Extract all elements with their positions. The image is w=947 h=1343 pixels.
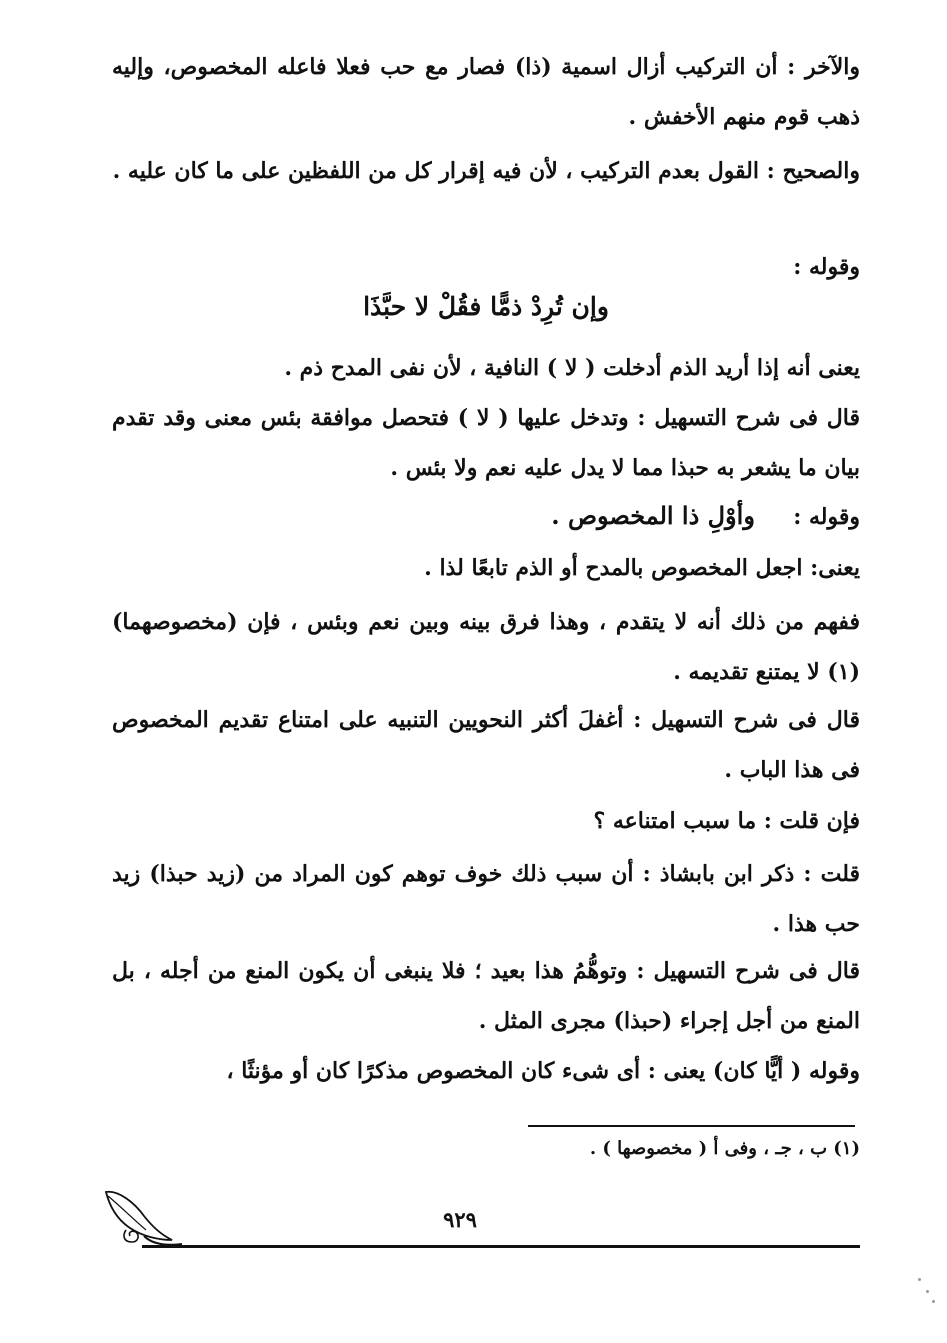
- verse-line-1: وإن تُرِدْ ذمًّا فقُلْ لا حبَّذَا: [363, 292, 609, 321]
- paragraph-3: وقوله :: [793, 254, 860, 280]
- paragraph-6-row: [112, 491, 860, 542]
- quill-ornament-icon: [98, 1186, 188, 1250]
- page-number: ٩٢٩: [443, 1207, 477, 1232]
- verse-line-2: وأوْلِ ذا المخصوص .: [551, 501, 755, 530]
- scan-speck: [932, 1300, 935, 1303]
- footnote-divider: [528, 1125, 855, 1127]
- scan-speck: [918, 1278, 921, 1281]
- paragraph-8: ففهم من ذلك أنه لا يتقدم ، وهذا فرق بينه وبين نعم وبئس ، فإن (مخصوصهما)(١) لا يمتنع تقديمه .: [112, 609, 860, 685]
- scan-speck: [926, 1290, 929, 1293]
- paragraph-13: وقوله ( أيًّا كان) يعنى : أى شىء كان المخصوص مذكرًا كان أو مؤنثًا ،: [226, 1058, 860, 1084]
- paragraph-9: قال فى شرح التسهيل : أغفلَ أكثر النحويين التنبيه على امتناع تقديم المخصوص فى هذا الباب .: [112, 707, 860, 783]
- paragraph-11: قلت : ذكر ابن بابشاذ : أن سبب ذلك خوف توهم كون المراد من (زيد حبذا) زيد حب هذا .: [112, 861, 860, 937]
- paragraph-4: يعنى أنه إذا أريد الذم أدخلت ( لا ) النافية ، لأن نفى المدح ذم .: [284, 355, 860, 381]
- footnote: (١) ب ، جـ ، وفى أ ( مخصوصها ) .: [589, 1138, 860, 1159]
- bottom-rule: [142, 1245, 860, 1248]
- paragraph-12: قال فى شرح التسهيل : وتوهُّمُ هذا بعيد ؛ فلا ينبغى أن يكون المنع من أجله ، بل المنع من أجل إجراء (حبذا) مجرى المثل .: [112, 958, 860, 1034]
- paragraph-1: والآخر : أن التركيب أزال اسمية (ذا) فصار مع حب فعلا فاعله المخصوص، وإليه ذهب قوم منهم الأخفش .: [112, 54, 860, 130]
- paragraph-5: قال فى شرح التسهيل : وتدخل عليها ( لا ) فتحصل موافقة بئس معنى وقد تقدم بيان ما يشعر به حبذا مما لا يدل عليه نعم ولا بئس .: [112, 405, 860, 481]
- paragraph-2: والصحيح : القول بعدم التركيب ، لأن فيه إقرار كل من اللفظين على ما كان عليه .: [112, 158, 860, 184]
- paragraph-10: فإن قلت : ما سبب امتناعه ؟: [593, 808, 860, 834]
- paragraph-6-lead: وقوله :: [793, 504, 860, 530]
- paragraph-7: يعنى: اجعل المخصوص بالمدح أو الذم تابعًا لذا .: [424, 555, 860, 581]
